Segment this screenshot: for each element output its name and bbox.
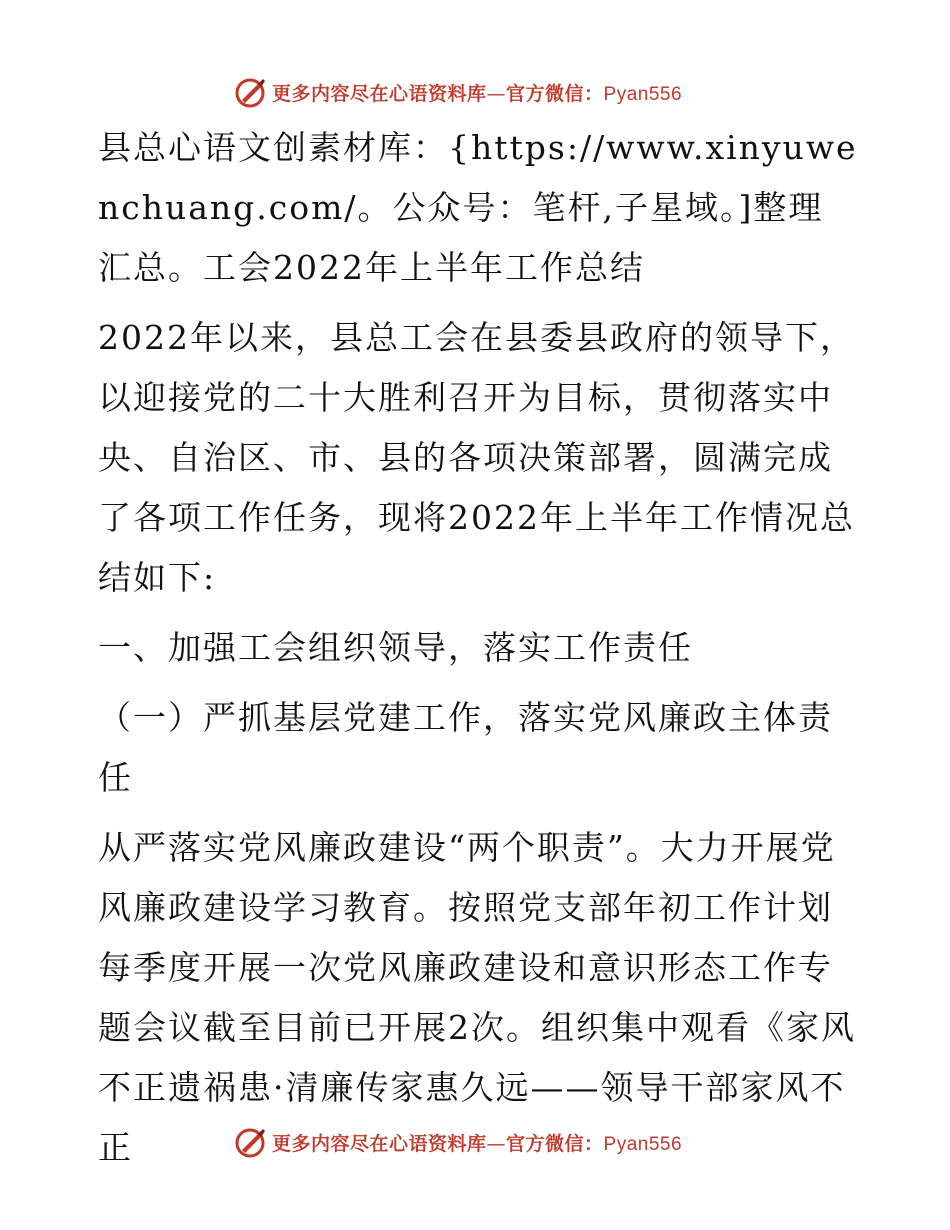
summary-paragraph: 2022年以来，县总工会在县委县政府的领导下，以迎接党的二十大胜利召开为目标，贯彻落实中央、自治区、市、县的各项决策部署，圆满完成了各项工作任务，现将2022年上半年工作情况总结如下: <box>98 318 855 597</box>
watermark-text: 更多内容尽在心语资料库—官方微信：Pyan556 <box>272 1132 683 1155</box>
footer-watermark <box>232 1122 682 1162</box>
subsection-heading: （一）严抓基层党建工作，落实党风廉政主体责任 <box>98 698 833 797</box>
body-paragraph: 从严落实党风廉政建设“两个职责”。大力开展党风廉政建设学习教育。按照党支部年初工作计划每季度开展一次党风廉政建设和意识形态工作专题会议截至目前已开展2次。组织集中观看《家风不正遗祸患·清廉传家惠久远——领导干部家风不正 <box>98 828 856 1167</box>
section-heading: 一、加强工会组织领导，落实工作责任 <box>98 628 693 667</box>
intro-paragraph: 县总心语文创素材库：{https://www.xinyuwenchuang.com/。公众号：笔杆,子星域。]整理汇总。工会2022年上半年工作总结 <box>98 128 858 287</box>
document-body <box>98 118 858 1178</box>
brush-logo-icon <box>232 1124 268 1160</box>
watermark-text: 更多内容尽在心语资料库—官方微信：Pyan556 <box>272 82 683 105</box>
brush-logo-icon <box>232 74 268 110</box>
header-watermark <box>232 72 682 112</box>
